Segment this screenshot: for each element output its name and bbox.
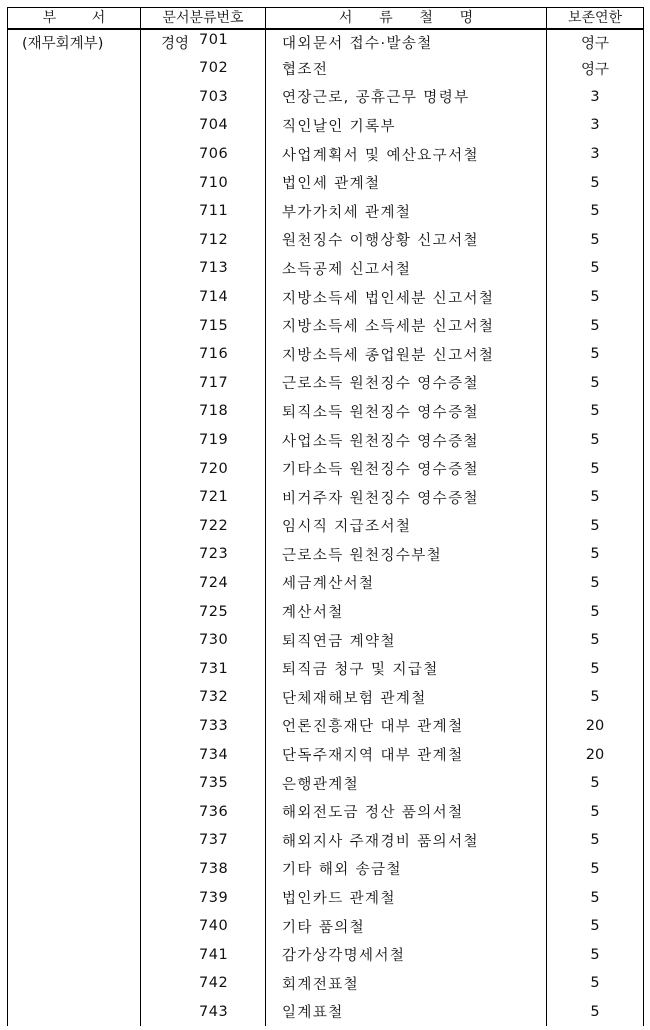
table-row bbox=[8, 683, 644, 712]
department-cell bbox=[8, 369, 141, 398]
table-row bbox=[8, 29, 644, 54]
retention-period-cell: 5 bbox=[547, 569, 644, 598]
classification-number: 740 bbox=[199, 918, 229, 935]
retention-period-cell: 5 bbox=[547, 168, 644, 197]
retention-period-cell: 5 bbox=[547, 998, 644, 1027]
department-cell bbox=[8, 569, 141, 598]
file-title-cell: 퇴직연금 계약철 bbox=[266, 626, 547, 655]
classification-number: 706 bbox=[199, 146, 229, 163]
classification-code-cell bbox=[141, 740, 266, 769]
classification-code-cell bbox=[141, 626, 266, 655]
table-row bbox=[8, 855, 644, 884]
classification-number: 738 bbox=[199, 860, 229, 877]
table-row bbox=[8, 226, 644, 255]
table-row bbox=[8, 740, 644, 769]
table-row bbox=[8, 254, 644, 283]
department-cell bbox=[8, 654, 141, 683]
retention-period-cell: 5 bbox=[547, 540, 644, 569]
file-title-cell: 법인세 관계철 bbox=[266, 168, 547, 197]
header-department: 부 서 bbox=[8, 8, 141, 30]
file-title-cell: 지방소득세 법인세분 신고서철 bbox=[266, 283, 547, 312]
classification-number: 711 bbox=[199, 203, 229, 220]
classification-number: 713 bbox=[199, 260, 229, 277]
table-row bbox=[8, 769, 644, 798]
classification-number: 722 bbox=[199, 517, 229, 534]
department-cell bbox=[8, 940, 141, 969]
table-row bbox=[8, 397, 644, 426]
classification-number: 714 bbox=[199, 289, 229, 306]
file-title-cell: 감가상각명세서철 bbox=[266, 940, 547, 969]
classification-number: 739 bbox=[199, 889, 229, 906]
file-title-cell: 협조전 bbox=[266, 54, 547, 83]
classification-code-cell bbox=[141, 111, 266, 140]
department-cell bbox=[8, 168, 141, 197]
retention-period-cell: 영구 bbox=[547, 29, 644, 54]
file-title-cell: 회계전표철 bbox=[266, 969, 547, 998]
classification-number: 717 bbox=[199, 374, 229, 391]
retention-period-cell: 3 bbox=[547, 140, 644, 169]
classification-number: 733 bbox=[199, 717, 229, 734]
classification-number: 701 bbox=[199, 32, 229, 48]
retention-period-cell: 5 bbox=[547, 597, 644, 626]
retention-period-cell: 5 bbox=[547, 283, 644, 312]
classification-code-cell bbox=[141, 940, 266, 969]
table-row bbox=[8, 369, 644, 398]
records-retention-table bbox=[7, 7, 644, 1026]
retention-period-cell: 5 bbox=[547, 454, 644, 483]
classification-code-cell bbox=[141, 826, 266, 855]
retention-period-cell: 5 bbox=[547, 826, 644, 855]
classification-number: 735 bbox=[199, 775, 229, 792]
classification-code-cell bbox=[141, 769, 266, 798]
table-row bbox=[8, 597, 644, 626]
classification-code-cell bbox=[141, 512, 266, 541]
retention-period-cell: 5 bbox=[547, 311, 644, 340]
file-title-cell: 해외지사 주재경비 품의서철 bbox=[266, 826, 547, 855]
retention-period-cell: 5 bbox=[547, 683, 644, 712]
classification-code-cell bbox=[141, 912, 266, 941]
retention-period-cell: 5 bbox=[547, 483, 644, 512]
file-title-cell: 퇴직금 청구 및 지급철 bbox=[266, 654, 547, 683]
table-row bbox=[8, 540, 644, 569]
retention-period-cell: 5 bbox=[547, 912, 644, 941]
classification-code-cell bbox=[141, 397, 266, 426]
table-row bbox=[8, 969, 644, 998]
classification-code-cell bbox=[141, 683, 266, 712]
department-cell: (재무회계부) bbox=[8, 29, 141, 54]
department-cell bbox=[8, 597, 141, 626]
department-cell bbox=[8, 683, 141, 712]
retention-period-cell: 5 bbox=[547, 512, 644, 541]
table-row bbox=[8, 912, 644, 941]
department-cell bbox=[8, 912, 141, 941]
department-cell bbox=[8, 111, 141, 140]
table-row bbox=[8, 883, 644, 912]
file-title-cell: 일계표철 bbox=[266, 998, 547, 1027]
classification-number: 704 bbox=[199, 117, 229, 134]
retention-period-cell: 5 bbox=[547, 769, 644, 798]
retention-period-cell: 5 bbox=[547, 654, 644, 683]
classification-code-cell bbox=[141, 483, 266, 512]
retention-period-cell: 5 bbox=[547, 397, 644, 426]
classification-code-cell bbox=[141, 140, 266, 169]
classification-number: 723 bbox=[199, 546, 229, 563]
retention-period-cell: 5 bbox=[547, 254, 644, 283]
table-row bbox=[8, 998, 644, 1027]
retention-period-cell: 5 bbox=[547, 626, 644, 655]
header-retention-period: 보존연한 bbox=[547, 8, 644, 30]
classification-code-cell bbox=[141, 855, 266, 884]
file-title-cell: 부가가치세 관계철 bbox=[266, 197, 547, 226]
file-title-cell: 원천징수 이행상황 신고서철 bbox=[266, 226, 547, 255]
classification-number: 703 bbox=[199, 88, 229, 105]
department-cell bbox=[8, 283, 141, 312]
classification-code-cell bbox=[141, 226, 266, 255]
retention-period-cell: 5 bbox=[547, 883, 644, 912]
classification-code-cell bbox=[141, 254, 266, 283]
file-title-cell: 근로소득 원천징수부철 bbox=[266, 540, 547, 569]
retention-period-cell: 5 bbox=[547, 340, 644, 369]
classification-code-cell bbox=[141, 654, 266, 683]
classification-number: 712 bbox=[199, 231, 229, 248]
table-row bbox=[8, 340, 644, 369]
classification-code-cell bbox=[141, 369, 266, 398]
department-cell bbox=[8, 426, 141, 455]
retention-period-cell: 5 bbox=[547, 226, 644, 255]
department-cell bbox=[8, 626, 141, 655]
table-row bbox=[8, 426, 644, 455]
file-title-cell: 언론진흥재단 대부 관계철 bbox=[266, 712, 547, 741]
department-cell bbox=[8, 855, 141, 884]
classification-code-cell bbox=[141, 712, 266, 741]
department-cell bbox=[8, 226, 141, 255]
table-row bbox=[8, 826, 644, 855]
department-cell bbox=[8, 797, 141, 826]
file-title-cell: 해외전도금 정산 품의서철 bbox=[266, 797, 547, 826]
classification-code-cell bbox=[141, 998, 266, 1027]
file-title-cell: 지방소득세 종업원분 신고서철 bbox=[266, 340, 547, 369]
file-title-cell: 사업소득 원천징수 영수증철 bbox=[266, 426, 547, 455]
file-title-cell: 계산서철 bbox=[266, 597, 547, 626]
table-row bbox=[8, 111, 644, 140]
classification-number: 742 bbox=[199, 975, 229, 992]
table-body bbox=[8, 29, 644, 1026]
file-title-cell: 직인날인 기록부 bbox=[266, 111, 547, 140]
classification-code-cell bbox=[141, 883, 266, 912]
classification-number: 725 bbox=[199, 603, 229, 620]
department-cell bbox=[8, 826, 141, 855]
file-title-cell: 법인카드 관계철 bbox=[266, 883, 547, 912]
classification-number: 737 bbox=[199, 832, 229, 849]
classification-number: 730 bbox=[199, 632, 229, 649]
file-title-cell: 근로소득 원천징수 영수증철 bbox=[266, 369, 547, 398]
classification-number: 720 bbox=[199, 460, 229, 477]
table-row bbox=[8, 83, 644, 112]
classification-number: 736 bbox=[199, 803, 229, 820]
table-row bbox=[8, 654, 644, 683]
table-header bbox=[8, 8, 644, 30]
classification-number: 710 bbox=[199, 174, 229, 191]
classification-number: 721 bbox=[199, 489, 229, 506]
category-label: 경영 bbox=[161, 36, 190, 52]
file-title-cell: 대외문서 접수·발송철 bbox=[266, 29, 547, 54]
classification-number: 734 bbox=[199, 746, 229, 763]
retention-period-cell: 20 bbox=[547, 740, 644, 769]
header-row bbox=[8, 8, 644, 30]
retention-period-cell: 5 bbox=[547, 969, 644, 998]
table-row bbox=[8, 569, 644, 598]
classification-number: 741 bbox=[199, 946, 229, 963]
header-classification-code: 문서분류번호 bbox=[141, 8, 266, 30]
classification-code-cell bbox=[141, 569, 266, 598]
department-cell bbox=[8, 483, 141, 512]
table-row bbox=[8, 311, 644, 340]
header-file-title: 서 류 철 명 bbox=[266, 8, 547, 30]
classification-code-cell bbox=[141, 454, 266, 483]
department-cell bbox=[8, 340, 141, 369]
retention-period-cell: 영구 bbox=[547, 54, 644, 83]
file-title-cell: 지방소득세 소득세분 신고서철 bbox=[266, 311, 547, 340]
classification-number: 716 bbox=[199, 346, 229, 363]
table-row bbox=[8, 197, 644, 226]
file-title-cell: 임시직 지급조서철 bbox=[266, 512, 547, 541]
file-title-cell: 세금계산서철 bbox=[266, 569, 547, 598]
retention-period-cell: 20 bbox=[547, 712, 644, 741]
department-cell bbox=[8, 54, 141, 83]
retention-period-cell: 5 bbox=[547, 426, 644, 455]
table-row bbox=[8, 626, 644, 655]
classification-number: 715 bbox=[199, 317, 229, 334]
retention-period-cell: 5 bbox=[547, 797, 644, 826]
file-title-cell: 비거주자 원천징수 영수증철 bbox=[266, 483, 547, 512]
department-cell bbox=[8, 397, 141, 426]
retention-period-cell: 5 bbox=[547, 855, 644, 884]
department-cell bbox=[8, 254, 141, 283]
classification-code-cell bbox=[141, 83, 266, 112]
classification-number: 732 bbox=[199, 689, 229, 706]
department-cell bbox=[8, 969, 141, 998]
department-cell bbox=[8, 512, 141, 541]
table-row bbox=[8, 140, 644, 169]
classification-code-cell bbox=[141, 340, 266, 369]
department-cell bbox=[8, 769, 141, 798]
retention-period-cell: 5 bbox=[547, 369, 644, 398]
classification-number: 743 bbox=[199, 1003, 229, 1020]
retention-period-cell: 3 bbox=[547, 111, 644, 140]
department-cell bbox=[8, 454, 141, 483]
file-title-cell: 퇴직소득 원천징수 영수증철 bbox=[266, 397, 547, 426]
file-title-cell: 기타 품의철 bbox=[266, 912, 547, 941]
table-row bbox=[8, 512, 644, 541]
table-row bbox=[8, 454, 644, 483]
file-title-cell: 연장근로, 공휴근무 명령부 bbox=[266, 83, 547, 112]
department-cell bbox=[8, 883, 141, 912]
classification-number: 718 bbox=[199, 403, 229, 420]
classification-code-cell bbox=[141, 197, 266, 226]
classification-code-cell bbox=[141, 54, 266, 83]
table-row bbox=[8, 797, 644, 826]
table-row bbox=[8, 168, 644, 197]
file-title-cell: 단독주재지역 대부 관계철 bbox=[266, 740, 547, 769]
department-cell bbox=[8, 540, 141, 569]
classification-code-cell bbox=[141, 969, 266, 998]
classification-code-cell bbox=[141, 597, 266, 626]
table-row bbox=[8, 54, 644, 83]
table-row bbox=[8, 283, 644, 312]
department-cell bbox=[8, 83, 141, 112]
classification-code-cell bbox=[141, 29, 266, 54]
classification-code-cell bbox=[141, 283, 266, 312]
file-title-cell: 소득공제 신고서철 bbox=[266, 254, 547, 283]
file-title-cell: 단체재해보험 관계철 bbox=[266, 683, 547, 712]
table-row bbox=[8, 712, 644, 741]
classification-number: 702 bbox=[199, 60, 229, 77]
department-cell bbox=[8, 140, 141, 169]
classification-code-cell bbox=[141, 426, 266, 455]
table-row bbox=[8, 940, 644, 969]
classification-code-cell bbox=[141, 797, 266, 826]
classification-code-cell bbox=[141, 540, 266, 569]
retention-period-cell: 3 bbox=[547, 83, 644, 112]
table-row bbox=[8, 483, 644, 512]
classification-code-cell bbox=[141, 168, 266, 197]
classification-number: 731 bbox=[199, 660, 229, 677]
department-cell bbox=[8, 311, 141, 340]
file-title-cell: 은행관계철 bbox=[266, 769, 547, 798]
department-cell bbox=[8, 998, 141, 1027]
classification-number: 719 bbox=[199, 432, 229, 449]
retention-period-cell: 5 bbox=[547, 197, 644, 226]
file-title-cell: 기타소득 원천징수 영수증철 bbox=[266, 454, 547, 483]
department-cell bbox=[8, 197, 141, 226]
classification-code-cell bbox=[141, 311, 266, 340]
file-title-cell: 사업계획서 및 예산요구서철 bbox=[266, 140, 547, 169]
classification-number: 724 bbox=[199, 574, 229, 591]
retention-period-cell: 5 bbox=[547, 940, 644, 969]
file-title-cell: 기타 해외 송금철 bbox=[266, 855, 547, 884]
department-cell bbox=[8, 740, 141, 769]
department-cell bbox=[8, 712, 141, 741]
